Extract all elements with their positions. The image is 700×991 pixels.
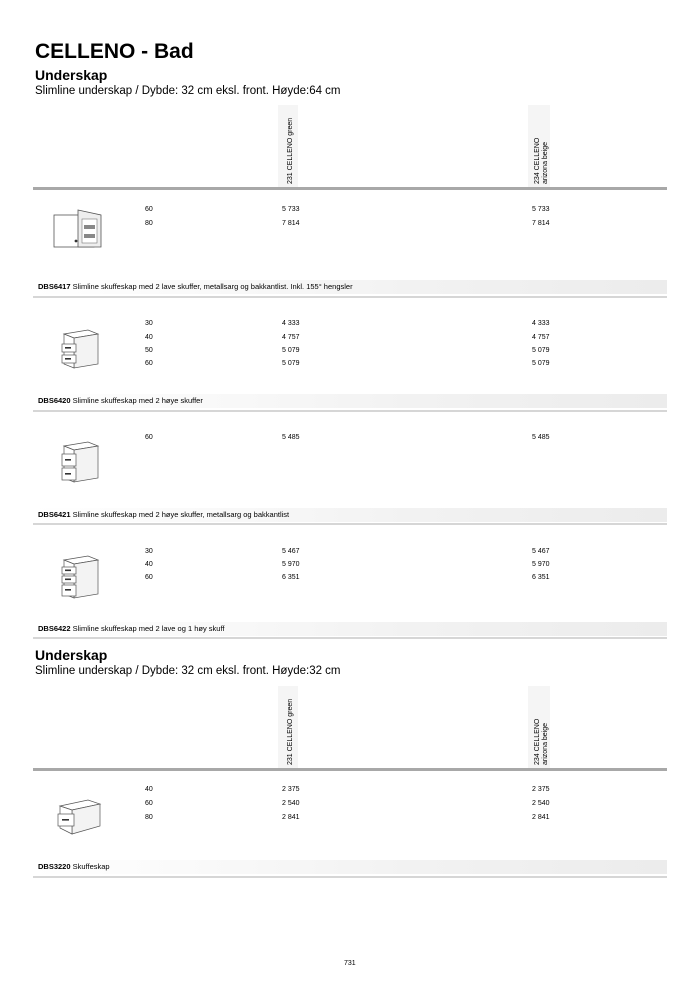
divider [33, 523, 667, 525]
price-beige: 4 333 [532, 320, 550, 327]
price-beige: 2 375 [532, 786, 550, 793]
product-name: Slimline skuffeskap med 2 lave og 1 høy skuff [72, 624, 225, 633]
product-name: Slimline skuffeskap med 2 lave skuffer, metallsarg og bakkantlist. Inkl. 155° hengsler [72, 282, 353, 291]
price-green: 6 351 [282, 574, 300, 581]
divider [33, 296, 667, 298]
price-beige: 7 814 [532, 220, 550, 227]
page-title: CELLENO - Bad [35, 40, 194, 63]
cabinet-door-icon [46, 207, 106, 251]
size-value: 60 [145, 574, 153, 581]
price-green: 5 485 [282, 434, 300, 441]
section-heading: Underskap [35, 647, 108, 663]
header-rule [33, 187, 667, 190]
product-code-bar [33, 622, 667, 636]
product-code-bar [33, 860, 667, 874]
one-drawer-cabinet-icon [54, 796, 106, 840]
product-code-bar [33, 280, 667, 294]
price-beige: 5 467 [532, 548, 550, 555]
header-rule [33, 768, 667, 771]
size-value: 40 [145, 334, 153, 341]
product-name: Skuffeskap [72, 862, 110, 871]
divider [33, 876, 667, 878]
price-beige: 5 079 [532, 360, 550, 367]
size-value: 60 [145, 434, 153, 441]
size-value: 80 [145, 220, 153, 227]
three-drawer-cabinet-icon [58, 554, 104, 600]
product-code-bar [33, 508, 667, 522]
price-green: 2 540 [282, 800, 300, 807]
price-beige: 2 540 [532, 800, 550, 807]
product-code: DBS6417 [38, 282, 71, 291]
price-green: 2 841 [282, 814, 300, 821]
price-green: 4 757 [282, 334, 300, 341]
section-description: Slimline underskap / Dybde: 32 cm eksl. front. Høyde:64 cm [35, 85, 341, 97]
column-header-green: 231 CELLENO green [287, 698, 294, 765]
size-value: 50 [145, 347, 153, 354]
column-header-beige: 234 CELLENO arizona beige [534, 137, 549, 184]
section-description: Slimline underskap / Dybde: 32 cm eksl. front. Høyde:32 cm [35, 665, 341, 677]
price-green: 5 467 [282, 548, 300, 555]
price-beige: 6 351 [532, 574, 550, 581]
price-green: 4 333 [282, 320, 300, 327]
price-green: 5 733 [282, 206, 300, 213]
price-green: 2 375 [282, 786, 300, 793]
price-beige: 5 485 [532, 434, 550, 441]
price-beige: 5 970 [532, 561, 550, 568]
size-value: 30 [145, 548, 153, 555]
size-value: 40 [145, 786, 153, 793]
product-code: DBS6422 [38, 624, 71, 633]
size-value: 60 [145, 206, 153, 213]
size-value: 30 [145, 320, 153, 327]
price-green: 5 079 [282, 347, 300, 354]
section-heading: Underskap [35, 67, 108, 83]
price-beige: 4 757 [532, 334, 550, 341]
product-code: DBS3220 [38, 862, 71, 871]
product-name: Slimline skuffeskap med 2 høye skuffer, metallsarg og bakkantlist [72, 510, 290, 519]
price-green: 7 814 [282, 220, 300, 227]
price-beige: 5 733 [532, 206, 550, 213]
two-drawer-cabinet-icon [58, 440, 104, 484]
page-number: 731 [344, 960, 356, 967]
two-drawer-cabinet-icon [58, 326, 104, 370]
size-value: 80 [145, 814, 153, 821]
product-code-bar [33, 394, 667, 408]
price-green: 5 970 [282, 561, 300, 568]
size-value: 40 [145, 561, 153, 568]
product-code: DBS6420 [38, 396, 71, 405]
price-beige: 5 079 [532, 347, 550, 354]
product-code: DBS6421 [38, 510, 71, 519]
column-header-green: 231 CELLENO green [287, 117, 294, 184]
product-name: Slimline skuffeskap med 2 høye skuffer [72, 396, 203, 405]
divider [33, 637, 667, 639]
price-beige: 2 841 [532, 814, 550, 821]
size-value: 60 [145, 360, 153, 367]
size-value: 60 [145, 800, 153, 807]
price-green: 5 079 [282, 360, 300, 367]
column-header-beige: 234 CELLENO arizona beige [534, 718, 549, 765]
divider [33, 410, 667, 412]
